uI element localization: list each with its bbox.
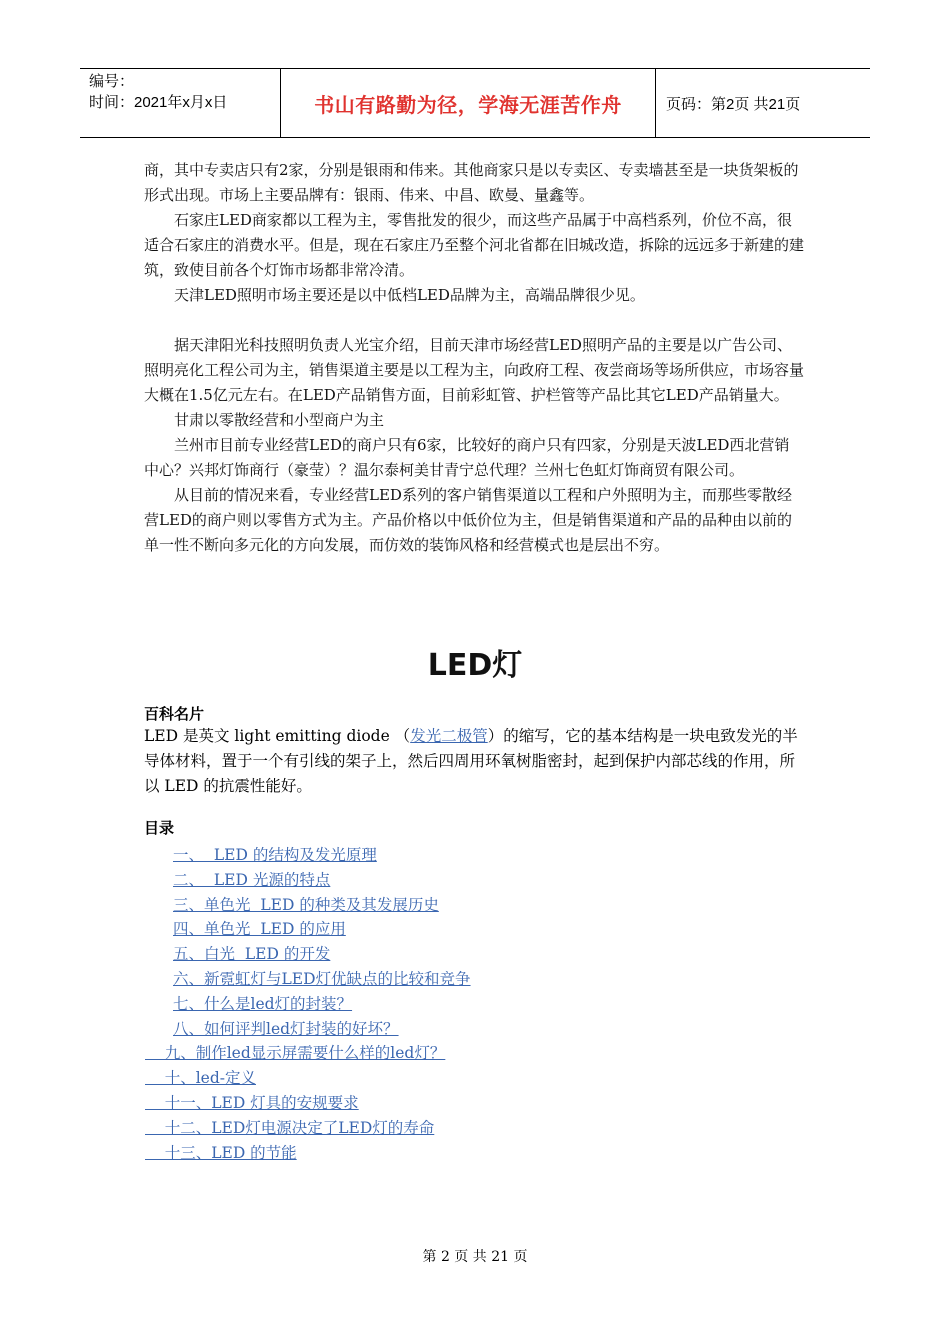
page-header [80,68,870,138]
toc-item[interactable]: 十三、LED 的节能 [145,1143,297,1162]
body-paragraph: 兰州市目前专业经营LED的商户只有6家，比较好的商户只有四家，分别是天波LED西北营销中心？兴邦灯饰商行（豪莹）？温尔泰柯美甘青宁总代理？兰州七色虹灯饰商贸有限公司。 [144,436,790,479]
body-paragraph: 据天津阳光科技照明负责人光宝介绍，目前天津市场经营LED照明产品的主要是以广告公司、照明亮化工程公司为主，销售渠道主要是以工程为主，向政府工程、夜尝商场等场所供应，市场容量大概在1.5亿元左右。在LED产品销售方面，目前彩虹管、护栏管等产品比其它LED产品销量大。 [144,336,805,404]
diode-link[interactable]: 发光二极管 [410,727,488,745]
body-text [144,158,804,558]
body-paragraph: 从目前的情况来看，专业经营LED系列的客户销售渠道以工程和户外照明为主，而那些零散经营LED的商户则以零售方式为主。产品价格以中低价位为主，但是销售渠道和产品的品种由以前的单一性不断向多元化的方向发展，而仿效的装饰风格和经营模式也是层出不穷。 [144,486,792,554]
toc-item[interactable]: 八、如何评判led灯封装的好坏？ [173,1019,399,1038]
toc-item[interactable]: 四、单色光 LED 的应用 [173,920,346,939]
toc-item[interactable]: 九、制作led显示屏需要什么样的led灯？ [145,1044,446,1063]
header-meta [80,69,281,137]
toc-item[interactable]: 七、什么是led灯的封装？ [173,994,353,1013]
toc-item[interactable]: 五、白光 LED 的开发 [173,945,331,964]
document-date-label: 时间：2021年x月x日 [89,94,228,111]
toc-item[interactable]: 十一、LED 灯具的安规要求 [145,1094,359,1112]
document-number-label: 编号： [89,73,135,90]
baike-text-after: ）的缩写，它的基本结构是一块电致发光的半导体材料，置于一个有引线的架子上，然后四周用环氧树脂密封，起到保护内部芯线的作用，所以 LED 的抗震性能好。 [144,727,798,795]
baike-paragraph [144,724,809,799]
header-page-number: 页码：第2页 共21页 [666,95,801,113]
toc-item[interactable]: 一、 LED 的结构及发光原理 [173,846,377,864]
section-title: LED灯 [427,648,523,683]
toc-item[interactable]: 十、led-定义 [145,1069,256,1088]
header-motto: 书山有路勤为径，学海无涯苦作舟 [281,69,656,137]
body-paragraph: 甘肃以零散经营和小型商户为主 [174,411,385,429]
body-paragraph: 商，其中专卖店只有2家，分别是银雨和伟来。其他商家只是以专卖区、专卖墙甚至是一块货架板的形式出现。市场上主要品牌有：银雨、伟来、中昌、欧曼、量鑫等。 [144,161,799,204]
body-paragraph: 天津LED照明市场主要还是以中低档LED品牌为主，高端品牌很少见。 [174,286,645,304]
toc-item[interactable]: 十二、LED灯电源决定了LED灯的寿命 [145,1118,435,1137]
baike-heading: 百科名片 [144,706,205,723]
page-footer: 第 2 页 共 21 页 [422,1249,528,1265]
body-paragraph: 石家庄LED商家都以工程为主，零售批发的很少，而这些产品属于中高档系列，价位不高，很适合石家庄的消费水平。但是，现在石家庄乃至整个河北省都在旧城改造，拆除的远远多于新建的建筑，致使目前各个灯饰市场都非常冷清。 [144,211,805,279]
toc-item[interactable]: 二、 LED 光源的特点 [173,870,331,889]
toc-item[interactable]: 六、新霓虹灯与LED灯优缺点的比较和竞争 [173,970,471,988]
toc-item[interactable]: 三、单色光 LED 的种类及其发展历史 [173,895,439,914]
baike-text-before: LED 是英文 light emitting diode （ [144,727,411,745]
toc-heading: 目录 [144,820,175,837]
